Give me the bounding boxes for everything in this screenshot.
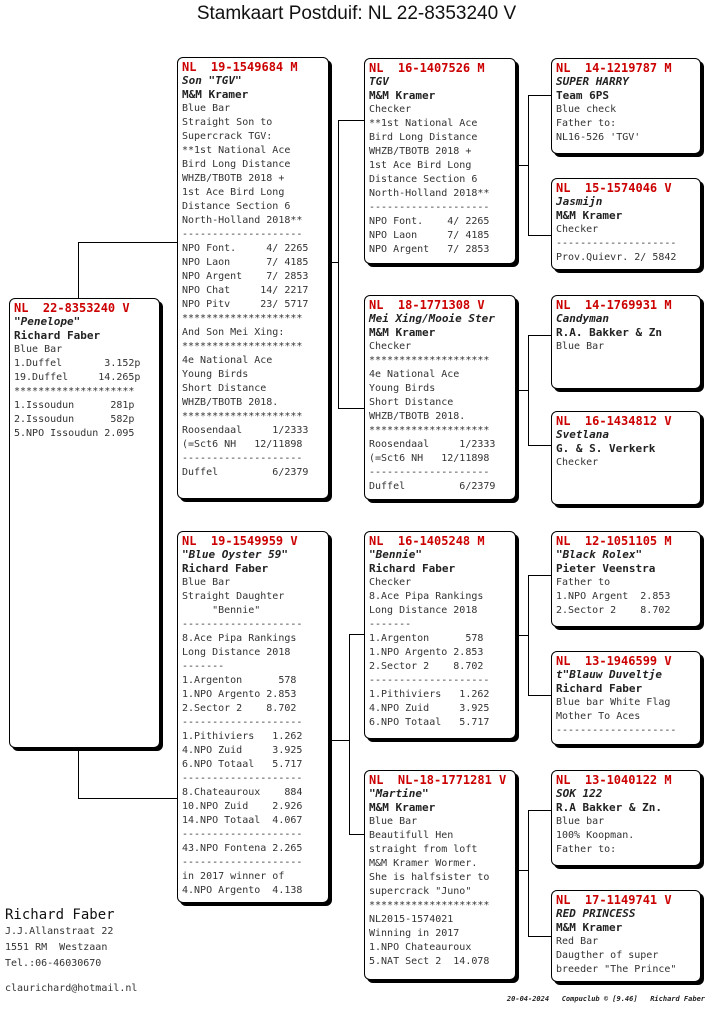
ring-number: NL NL-18-1771281 V — [369, 773, 507, 787]
connector — [528, 235, 552, 236]
info-line: Checker — [556, 457, 599, 468]
pigeon-name: "Black Rolex" — [556, 548, 643, 561]
connector — [517, 165, 529, 166]
info-line: 4.NPO Zuid 3.925 — [182, 745, 303, 756]
connector — [528, 335, 552, 336]
pigeon-name: SUPER HARRY — [556, 75, 629, 88]
info-line: North-Holland 2018** — [182, 215, 303, 226]
info-line: WHZB/TBOTB 2018 + — [182, 173, 285, 184]
owner-name: Richard Faber — [182, 562, 269, 575]
pigeon-name: SOK 122 — [556, 787, 603, 800]
info-line: 1.NPO Argento 2.853 — [182, 689, 297, 700]
ring-number: NL 13-1946599 V — [556, 654, 672, 668]
owner-name: M&M Kramer — [556, 209, 623, 222]
info-line: ------- — [369, 619, 412, 630]
info-line: -------------------- — [182, 773, 303, 784]
info-line: 8.Ace Pipa Rankings — [182, 633, 297, 644]
info-line: 14.NPO Totaal 4.067 — [182, 815, 303, 826]
owner-name: Team 6PS — [556, 89, 609, 102]
pigeon-card-father — [177, 57, 329, 499]
info-line: -------------------- — [182, 229, 303, 240]
connector — [528, 575, 552, 576]
info-line: 4.NPO Argento 4.138 — [182, 885, 303, 896]
info-line: -------------------- — [369, 202, 490, 213]
info-line: Blue Bar — [14, 344, 63, 355]
info-line: -------------------- — [182, 453, 303, 464]
owner-name: Pieter Veenstra — [556, 562, 656, 575]
info-line: -------------------- — [182, 619, 303, 630]
info-line: Mother To Aces — [556, 711, 641, 722]
info-line: breeder "The Prince" — [556, 964, 677, 975]
ring-number: NL 16-1405248 M — [369, 534, 485, 548]
pigeon-name: Jasmijn — [556, 195, 603, 208]
footer-credits: 20-04-2024 Compuclub © [9.46] Richard Faber — [506, 995, 705, 1003]
info-line: 1.Argenton 578 — [369, 633, 484, 644]
info-line: Father to: — [556, 844, 617, 855]
connector — [349, 834, 365, 835]
info-line: 6.NPO Totaal 5.717 — [182, 759, 303, 770]
info-line: **1st National Ace — [369, 118, 478, 129]
info-line: 1.Pithiviers 1.262 — [369, 689, 490, 700]
info-line: ******************** — [182, 411, 303, 422]
info-line: NL16-526 'TGV' — [556, 132, 641, 143]
pigeon-name: "Penelope" — [14, 315, 81, 328]
info-line: 5.NAT Sect 2 14.078 — [369, 956, 490, 967]
info-line: 2.Issoudun 582p — [14, 414, 135, 425]
owner-name: Richard Faber — [369, 562, 456, 575]
connector — [338, 120, 339, 408]
ring-number: NL 13-1040122 M — [556, 773, 672, 787]
info-line: 19.Duffel 14.265p — [14, 372, 141, 383]
pigeon-card-mmm — [551, 890, 701, 982]
info-line: 2.Sector 2 8.702 — [182, 703, 297, 714]
owner-name: M&M Kramer — [369, 801, 436, 814]
info-line: 4.NPO Zuid 3.925 — [369, 703, 490, 714]
info-line: straight from loft — [369, 844, 478, 855]
info-line: NPO Chat 14/ 2217 — [182, 285, 309, 296]
info-line: And Son Mei Xing: — [182, 327, 285, 338]
info-line: 6.NPO Totaal 5.717 — [369, 717, 490, 728]
pigeon-card-father-father — [364, 58, 516, 264]
info-line: NPO Laon 7/ 4185 — [369, 230, 490, 241]
connector — [329, 262, 339, 263]
info-line: Blue bar White Flag — [556, 697, 671, 708]
pigeon-name: Svetlana — [556, 428, 609, 441]
info-line: Father to: — [556, 118, 617, 129]
page-title: Stamkaart Postduif: NL 22-8353240 V — [196, 3, 517, 24]
connector — [517, 390, 529, 391]
info-line: Blue Bar — [182, 103, 231, 114]
connector — [330, 740, 350, 741]
pigeon-card-fff — [551, 58, 701, 154]
info-line: ******************** — [369, 900, 490, 911]
pigeon-card-father-mother — [364, 295, 516, 500]
info-line: Duffel 6/2379 — [369, 481, 496, 492]
connector — [78, 242, 178, 243]
ring-number: NL 19-1549959 V — [182, 534, 298, 548]
pigeon-name: "Bennie" — [369, 548, 422, 561]
info-line: -------------------- — [556, 238, 677, 249]
info-line: Checker — [556, 224, 599, 235]
pigeon-name: RED PRINCESS — [556, 907, 636, 920]
info-line: 5.NPO Issoudun 2.095 — [14, 428, 135, 439]
info-line: Supercrack TGV: — [182, 131, 273, 142]
info-line: WHZB/TBOTB 2018 + — [369, 146, 472, 157]
pigeon-name: "Blue Oyster 59" — [182, 548, 288, 561]
ring-number: NL 17-1149741 V — [556, 893, 672, 907]
info-line: 1.NPO Chateauroux — [369, 942, 472, 953]
info-line: 8.Chateauroux 884 — [182, 787, 303, 798]
breeder-email: claurichard@hotmail.nl — [5, 983, 138, 994]
info-line: Blue Bar — [182, 577, 231, 588]
info-line: NPO Argent 7/ 2853 — [369, 244, 490, 255]
info-line: 1.Issoudun 281p — [14, 400, 135, 411]
ring-number: NL 16-1407526 M — [369, 61, 485, 75]
info-line: ******************** — [369, 355, 490, 366]
ring-number: NL 12-1051105 M — [556, 534, 672, 548]
connector — [78, 748, 79, 798]
owner-name: R.A. Bakker & Zn — [556, 326, 662, 339]
info-line: Father to — [556, 577, 611, 588]
info-line: (=Sct6 NH 12/11898 — [369, 453, 490, 464]
ring-number: NL 14-1769931 M — [556, 298, 672, 312]
info-line: -------------------- — [182, 717, 303, 728]
info-line: Straight Daughter — [182, 591, 285, 602]
info-line: (=Sct6 NH 12/11898 — [182, 439, 303, 450]
info-line: ******************** — [182, 313, 303, 324]
connector — [528, 695, 552, 696]
connector — [528, 810, 552, 811]
info-line: -------------------- — [369, 675, 490, 686]
pigeon-card-mmf — [551, 770, 701, 866]
info-line: -------------------- — [182, 857, 303, 868]
info-line: NL2015-1574021 — [369, 914, 454, 925]
info-line: Bird Long Distance — [182, 159, 291, 170]
info-line: ------- — [182, 661, 225, 672]
pigeon-card-mother-mother — [364, 770, 516, 980]
info-line: Checker — [369, 577, 412, 588]
info-line: Straight Son to — [182, 117, 273, 128]
info-line: Winning in 2017 — [369, 928, 460, 939]
info-line: "Bennie" — [182, 605, 261, 616]
info-line: ******************** — [369, 425, 490, 436]
info-line: Distance Section 6 — [369, 174, 478, 185]
info-line: 2.Sector 2 8.702 — [556, 605, 671, 616]
info-line: 10.NPO Zuid 2.926 — [182, 801, 303, 812]
pigeon-card-subject — [9, 298, 160, 748]
owner-name: Richard Faber — [556, 682, 643, 695]
pigeon-card-mother — [177, 531, 329, 903]
info-line: Blue Bar — [556, 341, 605, 352]
breeder-city: 1551 RM Westzaan — [5, 942, 108, 953]
pigeon-card-mff — [551, 531, 701, 627]
info-line: Roosendaal 1/2333 — [182, 425, 309, 436]
info-line: Prov.Quievr. 2/ 5842 — [556, 252, 677, 263]
ring-number: NL 19-1549684 M — [182, 60, 298, 74]
ring-number: NL 18-1771308 V — [369, 298, 485, 312]
info-line: NPO Font. 4/ 2265 — [182, 243, 309, 254]
info-line: 1.NPO Argent 2.853 — [556, 591, 671, 602]
pigeon-card-mfm — [551, 651, 701, 745]
connector — [528, 95, 552, 96]
connector — [338, 408, 365, 409]
info-line: 100% Koopman. — [556, 830, 635, 841]
pigeon-name: Mei Xing/Mooie Ster — [369, 312, 495, 325]
info-line: M&M Kramer Wormer. — [369, 858, 478, 869]
info-line: supercrack "Juno" — [369, 886, 472, 897]
pigeon-card-ffm — [551, 178, 701, 270]
info-line: -------------------- — [556, 725, 677, 736]
info-line: Blue Bar — [369, 816, 418, 827]
info-line: -------------------- — [182, 829, 303, 840]
pigeon-card-fmm — [551, 411, 701, 505]
info-line: Long Distance 2018 — [369, 605, 478, 616]
owner-name: M&M Kramer — [369, 89, 436, 102]
pigeon-name: TGV — [369, 75, 389, 88]
info-line: 1st Ace Bird Long — [369, 160, 472, 171]
ring-number: NL 14-1219787 M — [556, 61, 672, 75]
info-line: 1st Ace Bird Long — [182, 187, 285, 198]
connector — [349, 634, 365, 635]
breeder-address: J.J.Allanstraat 22 — [5, 926, 114, 937]
owner-name: M&M Kramer — [182, 88, 249, 101]
info-line: -------------------- — [369, 467, 490, 478]
info-line: Checker — [369, 341, 412, 352]
info-line: Young Birds — [182, 369, 249, 380]
info-line: 1.Argenton 578 — [182, 675, 297, 686]
connector — [517, 635, 529, 636]
connector — [78, 798, 178, 799]
connector — [78, 242, 79, 298]
info-line: Duffel 6/2379 — [182, 467, 309, 478]
info-line: in 2017 winner of — [182, 871, 285, 882]
connector — [349, 634, 350, 834]
info-line: ******************** — [14, 386, 135, 397]
ring-number: NL 15-1574046 V — [556, 181, 672, 195]
info-line: NPO Font. 4/ 2265 — [369, 216, 490, 227]
ring-number: NL 16-1434812 V — [556, 414, 672, 428]
info-line: NPO Pitv 23/ 5717 — [182, 299, 309, 310]
ring-number: NL 22-8353240 V — [14, 301, 130, 315]
info-line: Red Bar — [556, 936, 599, 947]
breeder-name: Richard Faber — [5, 907, 115, 923]
info-line: Daugther of super — [556, 950, 659, 961]
info-line: She is halfsister to — [369, 872, 490, 883]
breeder-info — [5, 906, 115, 972]
info-line: Short Distance — [369, 397, 454, 408]
owner-name: R.A Bakker & Zn. — [556, 801, 662, 814]
info-line: Short Distance — [182, 383, 267, 394]
info-line: 4e National Ace — [182, 355, 273, 366]
info-line: NPO Laon 7/ 4185 — [182, 257, 309, 268]
info-line: **1st National Ace — [182, 145, 291, 156]
info-line: ******************** — [182, 341, 303, 352]
info-line: 43.NPO Fontena 2.265 — [182, 843, 303, 854]
pigeon-name: t"Blauw Duveltje — [556, 668, 662, 681]
info-line: Young Birds — [369, 383, 436, 394]
info-line: North-Holland 2018** — [369, 188, 490, 199]
info-line: Blue check — [556, 104, 617, 115]
connector — [528, 810, 529, 936]
info-line: 4e National Ace — [369, 369, 460, 380]
info-line: WHZB/TBOTB 2018. — [369, 411, 466, 422]
connector — [528, 445, 552, 446]
owner-name: M&M Kramer — [369, 326, 436, 339]
info-line: WHZB/TBOTB 2018. — [182, 397, 279, 408]
info-line: Blue bar — [556, 816, 605, 827]
pigeon-card-fmf — [551, 295, 701, 389]
info-line: NPO Argent 7/ 2853 — [182, 271, 309, 282]
info-line: 8.Ace Pipa Rankings — [369, 591, 484, 602]
owner-name: G. & S. Verkerk — [556, 442, 656, 455]
info-line: 1.Duffel 3.152p — [14, 358, 141, 369]
pigeon-name: Son "TGV" — [182, 74, 242, 87]
pigeon-card-mother-father — [364, 531, 516, 739]
info-line: 1.NPO Argento 2.853 — [369, 647, 484, 658]
connector — [517, 870, 529, 871]
info-line: 2.Sector 2 8.702 — [369, 661, 484, 672]
info-line: Distance Section 6 — [182, 201, 291, 212]
breeder-phone: Tel.:06-46030670 — [5, 958, 102, 969]
info-line: Long Distance 2018 — [182, 647, 291, 658]
owner-name: Richard Faber — [14, 329, 101, 342]
pigeon-name: Candyman — [556, 312, 609, 325]
connector — [528, 936, 552, 937]
info-line: Checker — [369, 104, 412, 115]
owner-name: M&M Kramer — [556, 921, 623, 934]
pigeon-name: "Martine" — [369, 787, 429, 800]
info-line: Beautifull Hen — [369, 830, 454, 841]
info-line: Bird Long Distance — [369, 132, 478, 143]
connector — [338, 120, 365, 121]
info-line: 1.Pithiviers 1.262 — [182, 731, 303, 742]
info-line: Roosendaal 1/2333 — [369, 439, 496, 450]
